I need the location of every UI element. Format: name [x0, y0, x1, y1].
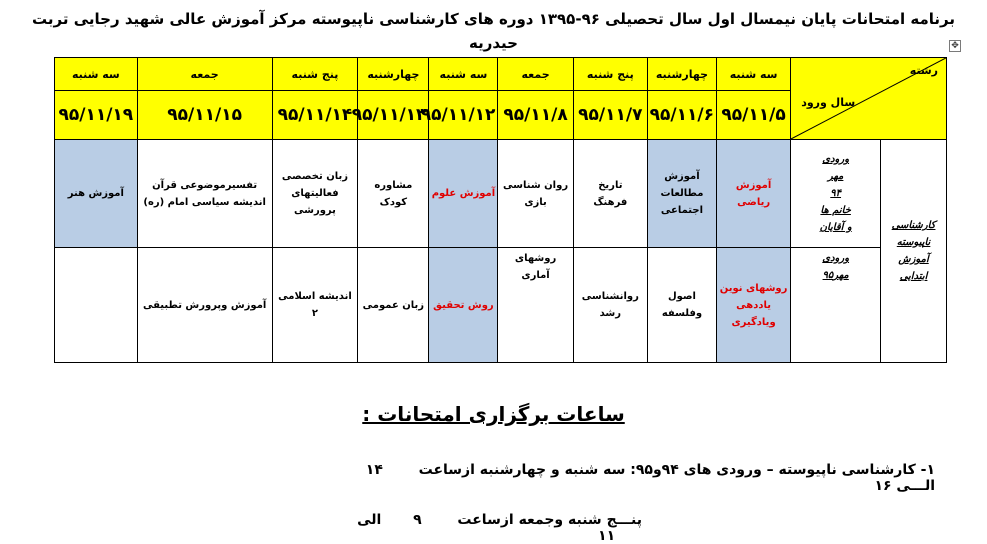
exam-row-entry-95 [55, 248, 947, 363]
day-cell: جمعه [498, 58, 573, 91]
exam-cell: مشاوره کودک [358, 140, 429, 248]
day-cell: جمعه [137, 58, 272, 91]
exam-cell: آموزش هنر [55, 140, 138, 248]
program-name-cell: کارشناسی ناپیوسته آموزش ابتدایی [881, 140, 947, 363]
exam-cell: اندیشه اسلامی ۲ [272, 248, 358, 363]
date-cell: ۹۵/۱۱/۱۵ [137, 91, 272, 140]
day-cell: سه شنبه [716, 58, 790, 91]
exam-cell: آموزش علوم [429, 140, 498, 248]
date-cell: ۹۵/۱۱/۱۲ [429, 91, 498, 140]
entry-year-cell: ورودی مهر ۹۴ خانم ها و آقایان [791, 140, 881, 248]
exam-cell: اصول وفلسفه [647, 248, 716, 363]
exam-cell [55, 248, 138, 363]
exam-schedule-table [54, 57, 947, 363]
exam-cell: آموزش وپرورش تطبیقی [137, 248, 272, 363]
day-cell: سه شنبه [429, 58, 498, 91]
table-move-handle-icon[interactable]: ✥ [949, 40, 961, 52]
day-cell: سه شنبه [55, 58, 138, 91]
exam-cell: زبان عمومی [358, 248, 429, 363]
date-cell: ۹۵/۱۱/۵ [716, 91, 790, 140]
exam-cell: آموزش ریاضی [716, 140, 790, 248]
exam-cell: روش تحقیق [429, 248, 498, 363]
exam-cell: روشهای آماری [498, 248, 573, 363]
day-cell: چهارشنبه [358, 58, 429, 91]
exam-hours-heading: ساعات برگزاری امتحانات : [362, 402, 625, 426]
date-cell: ۹۵/۱۱/۸ [498, 91, 573, 140]
date-cell: ۹۵/۱۱/۷ [573, 91, 647, 140]
day-cell: پنج شنبه [573, 58, 647, 91]
field-label: رشته [909, 64, 938, 77]
exam-cell: آموزش مطالعات اجتماعی [647, 140, 716, 248]
exam-hours-line-2: پنـــج شنبه وجمعه ازساعت ۹ الی ۱۱ [357, 512, 642, 544]
date-cell: ۹۵/۱۱/۱۴ [272, 91, 358, 140]
exam-cell: تاریخ فرهنگ [573, 140, 647, 248]
day-cell: چهارشنبه [647, 58, 716, 91]
date-cell: ۹۵/۱۱/۱۹ [55, 91, 138, 140]
page-title: برنامه امتحانات پایان نیمسال اول سال تحصیلی ۹۶-۱۳۹۵ دوره های کارشناسی ناپیوسته مرکز آموزش عالی شهید رجایی تربت حیدریه [32, 10, 955, 52]
day-cell: پنج شنبه [272, 58, 358, 91]
exam-cell: زبان تخصصی فعالیتهای پرورشی [272, 140, 358, 248]
entry-year-cell: ورودی مهر۹۵ [791, 248, 881, 363]
exam-row-entry-94 [55, 140, 947, 248]
entry-year-label: سال ورود [801, 96, 856, 109]
exam-cell: روان شناسی بازی [498, 140, 573, 248]
header-day-row [55, 58, 947, 91]
exam-cell: تفسیرموضوعی قرآن اندیشه سیاسی امام (ره) [137, 140, 272, 248]
date-cell: ۹۵/۱۱/۱۳ [358, 91, 429, 140]
date-cell: ۹۵/۱۱/۶ [647, 91, 716, 140]
exam-hours-line-1: ۱- کارشناسی ناپیوسته – ورودی های ۹۴و۹۵: سه شنبه و چهارشنبه ازساعت ۱۴ الـــی ۱۶ [365, 462, 935, 494]
exam-cell: روانشناسی رشد [573, 248, 647, 363]
exam-cell: روشهای نوین یاددهی ویادگیری [716, 248, 790, 363]
header-corner-cell [791, 58, 947, 140]
